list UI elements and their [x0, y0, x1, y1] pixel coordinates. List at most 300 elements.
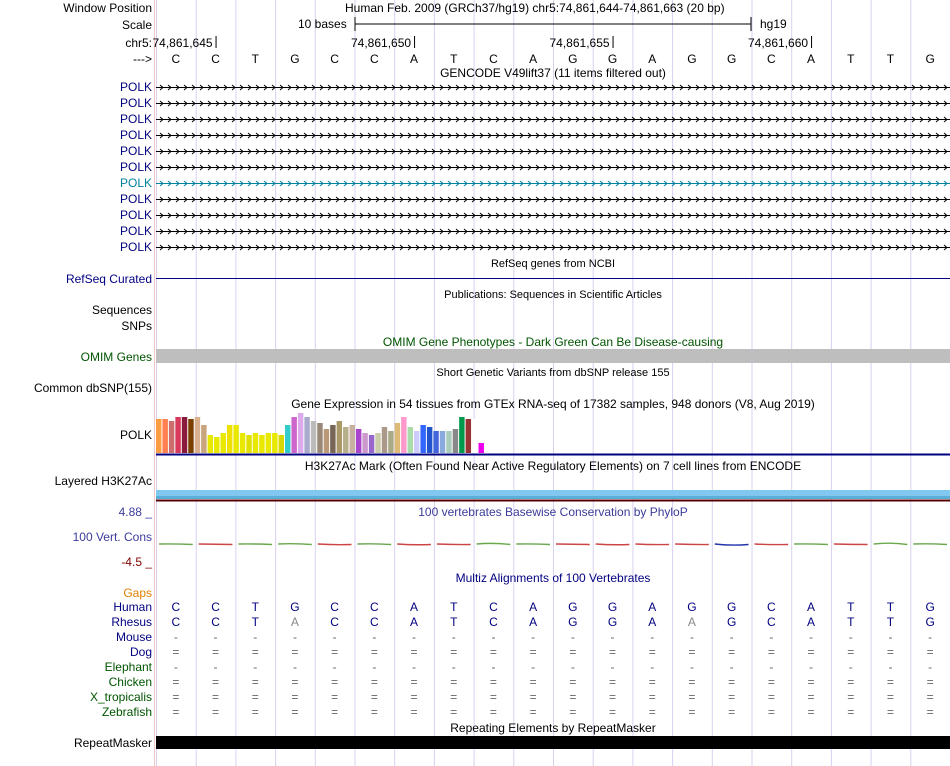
gtex-tissue-bar [466, 419, 471, 453]
dbsnp-title: Short Genetic Variants from dbSNP release 155 [436, 367, 670, 379]
alignment-base: - [531, 660, 536, 674]
gencode-item-label[interactable]: POLK [119, 112, 152, 126]
alignment-base: = [609, 705, 617, 719]
alignment-base: = [212, 645, 220, 659]
gtex-tissue-bar [446, 431, 451, 453]
gtex-tissue-bar [337, 421, 342, 453]
alignment-base: = [926, 690, 934, 704]
alignment-base: - [888, 660, 893, 674]
h3k27ac-label[interactable]: Layered H3K27Ac [54, 474, 152, 488]
phylop-score-mark [675, 544, 709, 545]
alignment-base: - [809, 660, 814, 674]
gtex-tissue-bar [317, 423, 322, 453]
gencode-item-label[interactable]: POLK [119, 208, 152, 222]
alignment-base: - [928, 660, 933, 674]
species-label[interactable]: Dog [129, 645, 152, 659]
gtex-tissue-bar [401, 417, 406, 453]
phylop-title: 100 vertebrates Basewise Conservation by PhyloP [418, 505, 688, 519]
coord-tick-label: 74,861,660 [747, 36, 809, 50]
alignment-base: - [451, 630, 456, 644]
alignment-base: = [410, 690, 418, 704]
gtex-tissue-bar [221, 433, 226, 453]
gtex-title: Gene Expression in 54 tissues from GTEx RNA-seq of 17382 samples, 948 donors (V8, Aug 2019) [291, 397, 815, 411]
gtex-tissue-bar [408, 427, 413, 453]
alignment-base: = [767, 675, 775, 689]
phylop-min-label: -4.5 _ [121, 555, 152, 569]
gtex-tissue-bar [304, 417, 309, 453]
alignment-base: - [689, 630, 694, 644]
alignment-base: - [292, 660, 297, 674]
gtex-tissue-bar [227, 425, 232, 453]
alignment-base: = [331, 675, 339, 689]
alignment-base: G [925, 600, 935, 614]
alignment-base: C [330, 600, 339, 614]
gtex-tissue-bar [298, 413, 303, 453]
species-label[interactable]: X_tropicalis [89, 690, 152, 704]
gtex-tissue-bar [343, 427, 348, 453]
phylop-score-mark [874, 543, 908, 544]
base-letter: A [648, 52, 657, 66]
alignment-base: = [529, 645, 537, 659]
base-letter: C [767, 52, 776, 66]
gtex-tissue-bar [459, 417, 464, 453]
phylop-score-mark [913, 544, 947, 545]
dbsnp-label[interactable]: Common dbSNP(155) [33, 381, 152, 395]
alignment-base: - [570, 660, 575, 674]
alignment-base: G [290, 600, 300, 614]
alignment-base: = [609, 675, 617, 689]
alignment-base: = [728, 675, 736, 689]
alignment-base: C [211, 600, 220, 614]
alignment-base: = [728, 705, 736, 719]
alignment-base: = [410, 645, 418, 659]
alignment-base: = [172, 645, 180, 659]
base-letter: G [726, 52, 737, 66]
gtex-label[interactable]: POLK [119, 428, 152, 442]
alignment-base: T [251, 600, 259, 614]
phylop-score-mark [596, 544, 630, 545]
base-letter: G [607, 52, 618, 66]
position-text: Human Feb. 2009 (GRCh37/hg19) chr5:74,861,644-74,861,663 (20 bp) [345, 1, 725, 15]
alignment-base: A [687, 615, 696, 629]
gtex-tissue-bar [440, 431, 445, 453]
alignment-base: = [807, 645, 815, 659]
alignment-base: C [370, 615, 379, 629]
alignment-base: = [370, 705, 378, 719]
alignment-base: - [888, 630, 893, 644]
alignment-base: = [688, 705, 696, 719]
alignment-base: - [173, 630, 178, 644]
alignment-base: - [570, 630, 575, 644]
alignment-base: C [211, 615, 220, 629]
pubs-label-sequences[interactable]: Sequences [91, 303, 152, 317]
base-letter: G [687, 52, 697, 66]
alignment-base: = [688, 645, 696, 659]
coord-tick-label: 74,861,650 [350, 36, 412, 50]
phylop-label[interactable]: 100 Vert. Cons [72, 530, 152, 544]
gtex-tissue-bar [395, 423, 400, 453]
gencode-item-label[interactable]: POLK [119, 192, 152, 206]
alignment-base: - [253, 660, 258, 674]
alignment-base: A [410, 600, 419, 614]
pubs-title: Publications: Sequences in Scientific Articles [444, 289, 662, 301]
base-letter: T [450, 52, 458, 66]
species-label[interactable]: Rhesus [111, 615, 152, 629]
alignment-base: = [847, 705, 855, 719]
omim-title: OMIM Gene Phenotypes - Dark Green Can Be Disease-causing [382, 335, 724, 349]
gtex-tissue-bar [356, 429, 361, 453]
gencode-item-label[interactable]: POLK [119, 160, 152, 174]
alignment-base: A [648, 615, 657, 629]
alignment-base: = [410, 675, 418, 689]
alignment-base: A [529, 600, 538, 614]
gencode-item-label[interactable]: POLK [119, 96, 152, 110]
gtex-tissue-bar [259, 435, 264, 453]
alignment-base: - [809, 630, 814, 644]
alignment-base: = [609, 690, 617, 704]
repeatmasker-title: Repeating Elements by RepeatMasker [450, 721, 656, 735]
alignment-base: = [370, 675, 378, 689]
alignment-base: = [172, 690, 180, 704]
alignment-base: G [607, 615, 618, 629]
alignment-base: - [332, 630, 337, 644]
species-label[interactable]: Elephant [104, 660, 152, 674]
alignment-base: = [569, 675, 577, 689]
gtex-tissue-bar [433, 431, 438, 453]
gtex-tissue-bar [182, 417, 187, 453]
alignment-base: T [450, 615, 458, 629]
phylop-score-mark [834, 544, 868, 545]
alignment-base: - [769, 660, 774, 674]
alignment-base: = [291, 705, 299, 719]
species-label[interactable]: Human [113, 600, 152, 614]
refseq-title: RefSeq genes from NCBI [490, 258, 616, 270]
alignment-base: = [767, 705, 775, 719]
gtex-tissue-bar [420, 425, 425, 453]
alignment-base: T [251, 615, 259, 629]
gencode-item-label[interactable]: POLK [119, 144, 152, 158]
alignment-base: - [412, 660, 417, 674]
alignment-base: = [767, 690, 775, 704]
alignment-base: G [687, 600, 697, 614]
base-letter: T [251, 52, 259, 66]
alignment-base: - [173, 660, 178, 674]
gtex-tissue-bar [201, 425, 206, 453]
alignment-base: = [291, 645, 299, 659]
alignment-base: = [569, 705, 577, 719]
gencode-item-label[interactable]: POLK [119, 128, 152, 142]
base-letter: A [807, 52, 816, 66]
alignment-base: - [689, 660, 694, 674]
gencode-item-label[interactable]: POLK [119, 80, 152, 94]
alignment-base: G [925, 615, 935, 629]
phylop-score-mark [397, 544, 431, 545]
gtex-tissue-bar [266, 433, 271, 453]
alignment-base: A [648, 600, 657, 614]
alignment-base: = [648, 675, 656, 689]
alignment-base: G [568, 615, 578, 629]
phylop-score-mark [794, 544, 828, 545]
phylop-score-mark [358, 544, 392, 545]
species-label[interactable]: Mouse [115, 630, 152, 644]
gtex-tissue-bar [388, 431, 393, 453]
phylop-score-mark [318, 544, 352, 545]
alignment-base: = [331, 645, 339, 659]
refseq-label[interactable]: RefSeq Curated [65, 272, 152, 286]
alignment-base: C [330, 615, 339, 629]
gtex-tissue-bar [324, 429, 329, 453]
gtex-tissue-bar [362, 433, 367, 453]
coord-tick-label: 74,861,655 [549, 36, 610, 50]
alignment-base: A [807, 615, 816, 629]
alignment-base: C [489, 615, 498, 629]
alignment-base: T [886, 615, 895, 629]
alignment-base: - [332, 660, 337, 674]
alignment-base: T [886, 600, 895, 614]
gtex-tissue-bar [479, 443, 484, 453]
alignment-base: - [213, 660, 218, 674]
repeatmasker-element [156, 736, 950, 749]
gtex-tissue-bar [330, 425, 335, 453]
alignment-base: T [847, 615, 855, 629]
alignment-base: A [290, 615, 299, 629]
alignment-base: C [767, 615, 776, 629]
h3k27ac-title: H3K27Ac Mark (Often Found Near Active Regulatory Elements) on 7 cell lines from ENCODE [304, 459, 802, 473]
alignment-base: = [648, 645, 656, 659]
alignment-base: - [610, 660, 615, 674]
alignment-base: = [529, 675, 537, 689]
alignment-base: - [650, 660, 655, 674]
phylop-score-mark [755, 544, 789, 545]
base-letter: A [410, 52, 419, 66]
alignment-base: = [847, 675, 855, 689]
alignment-base: T [450, 600, 458, 614]
alignment-base: G [726, 600, 737, 614]
alignment-base: = [529, 705, 537, 719]
gtex-tissue-bar [472, 419, 477, 453]
alignment-base: = [688, 690, 696, 704]
alignment-base: C [767, 600, 776, 614]
alignment-base: = [886, 705, 894, 719]
alignment-base: C [171, 600, 181, 614]
assembly-label: hg19 [760, 17, 787, 31]
alignment-base: = [212, 690, 220, 704]
species-label[interactable]: Chicken [108, 675, 152, 689]
alignment-base: = [251, 675, 259, 689]
omim-bar [156, 349, 950, 363]
pubs-label-snps[interactable]: SNPs [121, 319, 152, 333]
gtex-tissue-bar [375, 433, 380, 453]
alignment-base: = [886, 675, 894, 689]
coord-tick-label: 74,861,645 [152, 36, 213, 50]
alignment-base: - [372, 660, 377, 674]
scale-text: 10 bases [298, 17, 347, 31]
alignment-base: = [728, 690, 736, 704]
gtex-tissue-bar [169, 421, 174, 453]
alignment-base: = [172, 675, 180, 689]
window-position-label: Window Position [63, 1, 152, 15]
alignment-base: = [489, 690, 497, 704]
alignment-base: - [650, 630, 655, 644]
phylop-score-mark [715, 544, 749, 545]
base-letter: C [171, 52, 181, 66]
alignment-base: T [847, 600, 855, 614]
phylop-score-mark [437, 544, 471, 545]
gtex-tissue-bar [208, 435, 213, 453]
alignment-base: = [926, 705, 934, 719]
base-letter: A [529, 52, 538, 66]
base-letter: T [886, 52, 895, 66]
alignment-base: = [251, 690, 259, 704]
alignment-base: = [767, 645, 775, 659]
alignment-base: = [370, 690, 378, 704]
gtex-tissue-bar [414, 431, 419, 453]
alignment-base: C [171, 615, 181, 629]
phylop-max-label: 4.88 _ [118, 505, 152, 519]
alignment-base: = [370, 645, 378, 659]
multiz-title: Multiz Alignments of 100 Vertebrates [455, 571, 651, 585]
alignment-base: C [370, 600, 379, 614]
alignment-base: = [529, 690, 537, 704]
scale-label: Scale [121, 18, 152, 32]
alignment-base: = [569, 645, 577, 659]
alignment-base: = [489, 705, 497, 719]
alignment-base: = [926, 645, 934, 659]
phylop-score-mark [278, 544, 312, 545]
alignment-base: = [489, 645, 497, 659]
alignment-base: G [568, 600, 578, 614]
alignment-base: - [531, 630, 536, 644]
alignment-base: = [212, 705, 220, 719]
alignment-base: = [331, 690, 339, 704]
alignment-base: - [412, 630, 417, 644]
alignment-base: C [489, 600, 498, 614]
gtex-tissue-bar [382, 427, 387, 453]
gencode-item-label[interactable]: POLK [119, 224, 152, 238]
alignment-base: - [610, 630, 615, 644]
alignment-base: = [569, 690, 577, 704]
gtex-tissue-bar [175, 417, 180, 453]
alignment-base: = [450, 675, 458, 689]
alignment-base: = [450, 705, 458, 719]
alignment-base: - [848, 630, 853, 644]
alignment-base: - [213, 630, 218, 644]
alignment-base: = [410, 705, 418, 719]
alignment-base: = [886, 645, 894, 659]
repeatmasker-label[interactable]: RepeatMasker [73, 736, 152, 750]
phylop-score-mark [199, 544, 233, 545]
gtex-tissue-bar [279, 435, 284, 453]
alignment-base: G [726, 615, 737, 629]
alignment-base: = [251, 645, 259, 659]
gtex-tissue-bar [272, 433, 277, 453]
alignment-base: - [769, 630, 774, 644]
alignment-base: = [847, 690, 855, 704]
alignment-base: = [807, 705, 815, 719]
alignment-base: = [926, 675, 934, 689]
species-label[interactable]: Zebrafish [101, 705, 152, 719]
phylop-score-mark [516, 544, 550, 545]
alignment-base: A [410, 615, 419, 629]
alignment-base: - [729, 630, 734, 644]
alignment-base: = [847, 645, 855, 659]
alignment-base: = [807, 675, 815, 689]
gtex-tissue-bar [214, 437, 219, 453]
alignment-base: - [292, 630, 297, 644]
base-letter: C [211, 52, 220, 66]
alignment-base: - [848, 660, 853, 674]
alignment-base: = [450, 645, 458, 659]
phylop-score-mark [556, 544, 590, 545]
alignment-base: - [491, 660, 496, 674]
alignment-base: = [688, 675, 696, 689]
alignment-base: = [609, 645, 617, 659]
gtex-tissue-bar [253, 433, 258, 453]
gencode-item-label[interactable]: POLK [119, 240, 152, 254]
base-letter: T [847, 52, 855, 66]
gtex-tissue-bar [233, 425, 238, 453]
base-letter: C [370, 52, 379, 66]
gtex-tissue-bar [240, 433, 245, 453]
gencode-title: GENCODE V49lift37 (11 items filtered out) [440, 66, 666, 80]
alignment-base: = [251, 705, 259, 719]
gtex-tissue-bar [453, 429, 458, 453]
alignment-base: = [331, 705, 339, 719]
h3k27ac-signal-core [156, 496, 950, 499]
alignment-base: - [491, 630, 496, 644]
omim-label[interactable]: OMIM Genes [80, 350, 152, 364]
base-letter: G [290, 52, 300, 66]
gtex-tissue-bar [427, 427, 432, 453]
base-letter: C [489, 52, 498, 66]
phylop-score-mark [238, 544, 272, 545]
alignment-base: - [729, 660, 734, 674]
alignment-base: = [807, 690, 815, 704]
gtex-tissue-bar [195, 417, 200, 453]
alignment-base: = [212, 675, 220, 689]
phylop-score-mark [159, 544, 193, 545]
base-letter: C [330, 52, 339, 66]
phylop-score-mark [477, 543, 511, 544]
alignment-base: = [648, 690, 656, 704]
alignment-base: G [607, 600, 618, 614]
alignment-base: = [489, 675, 497, 689]
alignment-base: - [253, 630, 258, 644]
gaps-label: Gaps [123, 586, 152, 600]
gtex-tissue-bar [285, 425, 290, 453]
alignment-base: A [807, 600, 816, 614]
gtex-tissue-bar [246, 435, 251, 453]
gtex-tissue-bar [156, 419, 161, 453]
chrom-label: chr5: [125, 36, 152, 50]
gtex-tissue-bar [188, 419, 193, 453]
alignment-base: - [451, 660, 456, 674]
gtex-tissue-bar [350, 425, 355, 453]
gtex-tissue-bar [162, 419, 167, 453]
phylop-score-mark [635, 544, 669, 545]
gtex-tissue-bar [311, 421, 316, 453]
alignment-base: = [291, 690, 299, 704]
alignment-base: = [172, 705, 180, 719]
alignment-base: A [529, 615, 538, 629]
gtex-tissue-bar [369, 435, 374, 453]
alignment-base: = [648, 705, 656, 719]
base-letter: G [568, 52, 578, 66]
gtex-tissue-bar [291, 417, 296, 453]
base-letter: G [925, 52, 935, 66]
alignment-base: - [372, 630, 377, 644]
gencode-item-label[interactable]: POLK [119, 176, 152, 190]
